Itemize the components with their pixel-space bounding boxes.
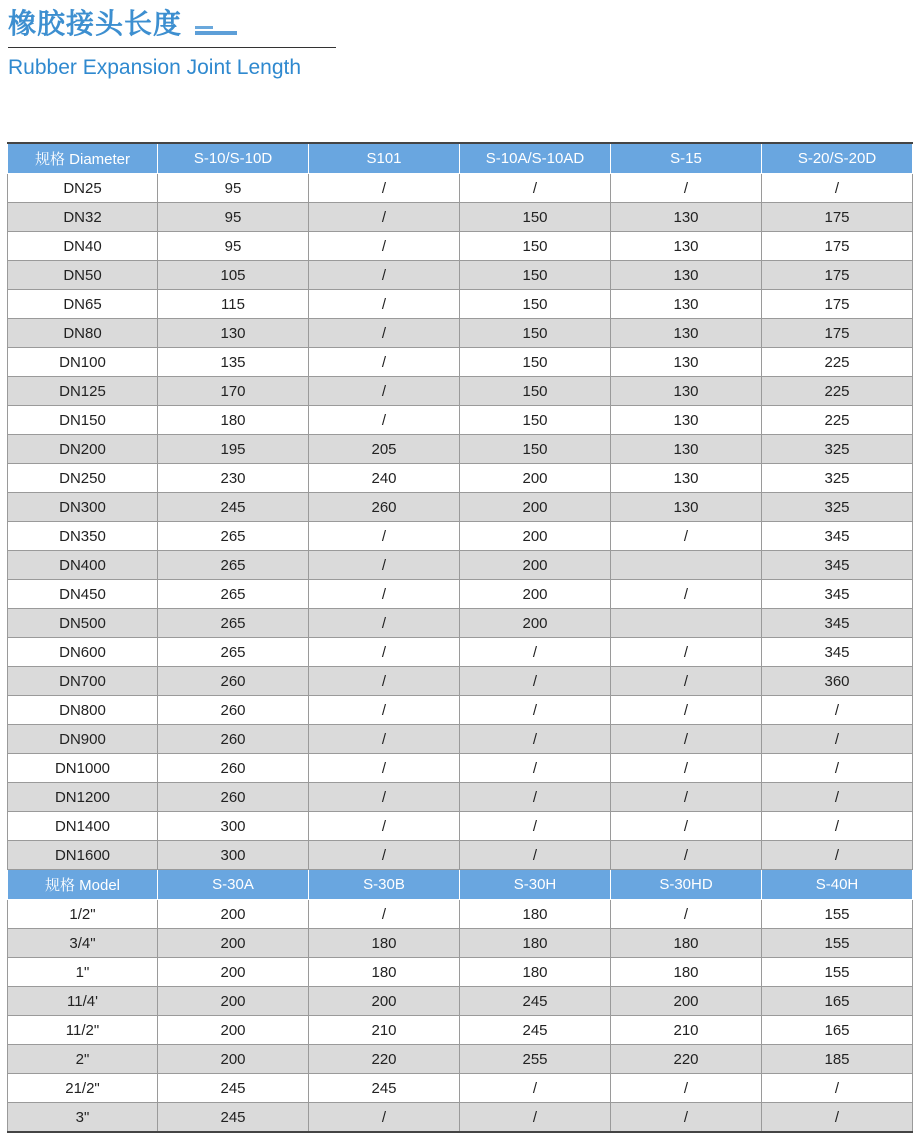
model-label-cell: 1"	[8, 958, 158, 987]
table-cell: 170	[158, 377, 309, 406]
table-cell: /	[460, 696, 611, 725]
table-cell: 220	[611, 1045, 762, 1074]
table-cell: /	[460, 1103, 611, 1133]
table-cell: /	[611, 522, 762, 551]
table-cell: /	[762, 725, 913, 754]
table-cell: 150	[460, 348, 611, 377]
table-row	[8, 725, 913, 754]
table-row	[8, 464, 913, 493]
table-cell: 200	[460, 580, 611, 609]
table-cell: /	[460, 754, 611, 783]
table-cell: 165	[762, 987, 913, 1016]
table-cell: /	[460, 783, 611, 812]
table-cell: /	[309, 900, 460, 929]
table-cell: 360	[762, 667, 913, 696]
table-cell: 180	[611, 958, 762, 987]
table-cell: 325	[762, 464, 913, 493]
diameter-label-cell: DN1000	[8, 754, 158, 783]
table-cell: /	[309, 638, 460, 667]
table-cell: 225	[762, 348, 913, 377]
table-cell: 220	[309, 1045, 460, 1074]
table-cell: /	[309, 754, 460, 783]
table-row	[8, 841, 913, 870]
model-label-cell: 3"	[8, 1103, 158, 1133]
page-title-en: Rubber Expansion Joint Length	[8, 56, 302, 79]
diameter-header-cell: S-10/S-10D	[158, 143, 309, 174]
table-cell: 245	[158, 493, 309, 522]
table-row	[8, 290, 913, 319]
table-cell: /	[309, 261, 460, 290]
table-cell: 175	[762, 261, 913, 290]
table-cell: /	[460, 638, 611, 667]
table-cell: 130	[158, 319, 309, 348]
model-label-cell: 11/2"	[8, 1016, 158, 1045]
diameter-header-cell: 规格 Diameter	[8, 143, 158, 174]
table-row	[8, 1016, 913, 1045]
table-cell: 95	[158, 232, 309, 261]
table-cell: /	[611, 667, 762, 696]
table-cell: /	[460, 667, 611, 696]
table-cell: 345	[762, 638, 913, 667]
model-header-cell: 规格 Model	[8, 870, 158, 900]
table-row	[8, 783, 913, 812]
table-row	[8, 203, 913, 232]
table-cell: 325	[762, 493, 913, 522]
table-cell: 130	[611, 493, 762, 522]
diameter-header-cell: S101	[309, 143, 460, 174]
table-cell: /	[309, 783, 460, 812]
table-cell: 345	[762, 609, 913, 638]
table-row	[8, 958, 913, 987]
table-cell: 155	[762, 929, 913, 958]
diameter-header-cell: S-10A/S-10AD	[460, 143, 611, 174]
table-cell: /	[309, 406, 460, 435]
table-cell: /	[309, 609, 460, 638]
table-row	[8, 1074, 913, 1103]
table-cell: 245	[158, 1074, 309, 1103]
table-row	[8, 696, 913, 725]
diameter-label-cell: DN700	[8, 667, 158, 696]
table-cell: /	[309, 580, 460, 609]
table-cell: 210	[611, 1016, 762, 1045]
model-header-cell: S-30B	[309, 870, 460, 900]
table-cell: 130	[611, 435, 762, 464]
table-cell: 245	[158, 1103, 309, 1133]
table-cell: /	[460, 174, 611, 203]
diameter-header-row	[8, 143, 913, 174]
table-cell: /	[309, 551, 460, 580]
table-cell: 205	[309, 435, 460, 464]
table-cell: 155	[762, 900, 913, 929]
table-cell: 175	[762, 290, 913, 319]
table-cell: 130	[611, 290, 762, 319]
diameter-label-cell: DN250	[8, 464, 158, 493]
table-cell: 115	[158, 290, 309, 319]
diameter-label-cell: DN350	[8, 522, 158, 551]
table-cell: 130	[611, 377, 762, 406]
table-cell: 180	[460, 929, 611, 958]
table-cell: 175	[762, 232, 913, 261]
table-cell: 265	[158, 522, 309, 551]
table-cell: 130	[611, 464, 762, 493]
diameter-label-cell: DN500	[8, 609, 158, 638]
table-cell: /	[460, 1074, 611, 1103]
table-row	[8, 638, 913, 667]
table-cell: 200	[460, 522, 611, 551]
diameter-label-cell: DN1200	[8, 783, 158, 812]
diameter-label-cell: DN600	[8, 638, 158, 667]
table-row	[8, 551, 913, 580]
title-divider	[8, 47, 336, 48]
table-row	[8, 609, 913, 638]
table-cell: 130	[611, 348, 762, 377]
table-cell: /	[611, 900, 762, 929]
table-cell: 150	[460, 290, 611, 319]
table-cell: 260	[158, 725, 309, 754]
table-cell: /	[762, 812, 913, 841]
table-cell: 150	[460, 377, 611, 406]
table-cell: 200	[460, 464, 611, 493]
table-cell: 265	[158, 638, 309, 667]
table-row	[8, 377, 913, 406]
model-label-cell: 2"	[8, 1045, 158, 1074]
table-cell: /	[762, 783, 913, 812]
table-cell: 245	[309, 1074, 460, 1103]
model-label-cell: 1/2"	[8, 900, 158, 929]
diameter-label-cell: DN900	[8, 725, 158, 754]
table-cell: /	[460, 812, 611, 841]
table-cell: /	[309, 522, 460, 551]
table-cell: 185	[762, 1045, 913, 1074]
table-row	[8, 261, 913, 290]
table-cell: 200	[158, 1016, 309, 1045]
table-cell: 180	[309, 958, 460, 987]
table-cell: 150	[460, 435, 611, 464]
table-row	[8, 812, 913, 841]
table-cell: /	[762, 841, 913, 870]
model-header-cell: S-30H	[460, 870, 611, 900]
table-cell: 180	[309, 929, 460, 958]
table-cell: 345	[762, 580, 913, 609]
diameter-label-cell: DN125	[8, 377, 158, 406]
table-cell: 175	[762, 203, 913, 232]
table-cell: /	[309, 174, 460, 203]
diameter-label-cell: DN50	[8, 261, 158, 290]
table-cell: 260	[158, 667, 309, 696]
table-row	[8, 522, 913, 551]
table-cell: /	[309, 812, 460, 841]
table-cell: 200	[158, 900, 309, 929]
table-cell: 300	[158, 841, 309, 870]
table-cell: 200	[460, 551, 611, 580]
table-cell: 210	[309, 1016, 460, 1045]
table-cell: 130	[611, 203, 762, 232]
table-cell: /	[762, 1074, 913, 1103]
table-cell: 200	[158, 987, 309, 1016]
table-row	[8, 987, 913, 1016]
table-cell: 180	[460, 958, 611, 987]
diameter-label-cell: DN400	[8, 551, 158, 580]
table-cell: /	[611, 580, 762, 609]
table-row	[8, 493, 913, 522]
table-cell: 260	[158, 696, 309, 725]
table-cell: /	[762, 754, 913, 783]
table-cell: 155	[762, 958, 913, 987]
table-cell: /	[309, 290, 460, 319]
table-cell: 300	[158, 812, 309, 841]
table-cell: 150	[460, 261, 611, 290]
table-cell: /	[762, 696, 913, 725]
table-cell: /	[309, 1103, 460, 1133]
model-header-cell: S-40H	[762, 870, 913, 900]
table-cell: /	[309, 667, 460, 696]
diameter-label-cell: DN200	[8, 435, 158, 464]
diameter-label-cell: DN40	[8, 232, 158, 261]
model-header-cell: S-30A	[158, 870, 309, 900]
table-cell: 105	[158, 261, 309, 290]
table-cell: 150	[460, 203, 611, 232]
diameter-label-cell: DN25	[8, 174, 158, 203]
table-cell: /	[611, 754, 762, 783]
table-cell: 260	[158, 754, 309, 783]
table-row	[8, 232, 913, 261]
table-cell: 130	[611, 406, 762, 435]
table-cell: 180	[460, 900, 611, 929]
table-cell: 200	[460, 493, 611, 522]
table-cell: 200	[309, 987, 460, 1016]
table-cell: 150	[460, 406, 611, 435]
diameter-label-cell: DN150	[8, 406, 158, 435]
table-cell: 265	[158, 551, 309, 580]
table-cell: 200	[611, 987, 762, 1016]
table-row	[8, 667, 913, 696]
table-cell: 95	[158, 174, 309, 203]
table-cell: /	[611, 725, 762, 754]
diameter-label-cell: DN1400	[8, 812, 158, 841]
diameter-label-cell: DN65	[8, 290, 158, 319]
table-cell: /	[309, 725, 460, 754]
table-cell: /	[611, 1103, 762, 1133]
diameter-header-cell: S-20/S-20D	[762, 143, 913, 174]
table-cell: 260	[309, 493, 460, 522]
model-header-row	[8, 870, 913, 900]
table-cell: /	[309, 319, 460, 348]
table-cell: /	[611, 174, 762, 203]
table-cell: /	[611, 696, 762, 725]
table-cell: 200	[158, 1045, 309, 1074]
table-cell: /	[611, 812, 762, 841]
model-label-cell: 11/4'	[8, 987, 158, 1016]
table-cell: 265	[158, 609, 309, 638]
table-cell: 240	[309, 464, 460, 493]
table-cell: 165	[762, 1016, 913, 1045]
table-cell: 130	[611, 261, 762, 290]
table-cell: 225	[762, 377, 913, 406]
diameter-label-cell: DN1600	[8, 841, 158, 870]
table-cell: 130	[611, 232, 762, 261]
table-cell: /	[309, 348, 460, 377]
model-label-cell: 3/4"	[8, 929, 158, 958]
table-cell: /	[611, 783, 762, 812]
table-cell: 225	[762, 406, 913, 435]
table-cell: /	[611, 1074, 762, 1103]
page-title-cn: 橡胶接头长度	[8, 7, 183, 40]
diameter-label-cell: DN32	[8, 203, 158, 232]
table-cell: /	[762, 174, 913, 203]
table-cell: 200	[158, 929, 309, 958]
diameter-label-cell: DN300	[8, 493, 158, 522]
table-cell: /	[309, 232, 460, 261]
diameter-header-cell: S-15	[611, 143, 762, 174]
table-row	[8, 435, 913, 464]
table-cell: 130	[611, 319, 762, 348]
table-row	[8, 754, 913, 783]
table-cell: 345	[762, 551, 913, 580]
model-label-cell: 21/2"	[8, 1074, 158, 1103]
table-cell: 180	[611, 929, 762, 958]
table-cell: /	[309, 841, 460, 870]
table-row	[8, 174, 913, 203]
table-cell: 345	[762, 522, 913, 551]
table-cell: /	[611, 841, 762, 870]
table-row	[8, 348, 913, 377]
table-cell: /	[762, 1103, 913, 1133]
table-cell: 150	[460, 319, 611, 348]
table-cell: /	[309, 696, 460, 725]
diameter-label-cell: DN800	[8, 696, 158, 725]
diameter-label-cell: DN80	[8, 319, 158, 348]
table-row	[8, 319, 913, 348]
table-cell: /	[460, 725, 611, 754]
diameter-label-cell: DN100	[8, 348, 158, 377]
table-cell: 200	[460, 609, 611, 638]
length-table	[7, 142, 913, 1133]
table-cell: 175	[762, 319, 913, 348]
table-row	[8, 406, 913, 435]
table-cell: /	[309, 203, 460, 232]
table-cell: 245	[460, 1016, 611, 1045]
table-cell: 230	[158, 464, 309, 493]
table-cell: 180	[158, 406, 309, 435]
table-cell: 95	[158, 203, 309, 232]
table-cell: 255	[460, 1045, 611, 1074]
table-cell: 200	[158, 958, 309, 987]
table-cell: 245	[460, 987, 611, 1016]
table-row	[8, 580, 913, 609]
table-cell: /	[309, 377, 460, 406]
table-cell: /	[611, 638, 762, 667]
table-row	[8, 929, 913, 958]
table-row	[8, 1045, 913, 1074]
model-header-cell: S-30HD	[611, 870, 762, 900]
diameter-label-cell: DN450	[8, 580, 158, 609]
table-row	[8, 1103, 913, 1133]
table-cell	[611, 551, 762, 580]
table-cell: 265	[158, 580, 309, 609]
table-cell: 260	[158, 783, 309, 812]
table-cell: 135	[158, 348, 309, 377]
table-row	[8, 900, 913, 929]
table-cell: /	[460, 841, 611, 870]
table-cell	[611, 609, 762, 638]
table-cell: 325	[762, 435, 913, 464]
table-cell: 195	[158, 435, 309, 464]
table-cell: 150	[460, 232, 611, 261]
